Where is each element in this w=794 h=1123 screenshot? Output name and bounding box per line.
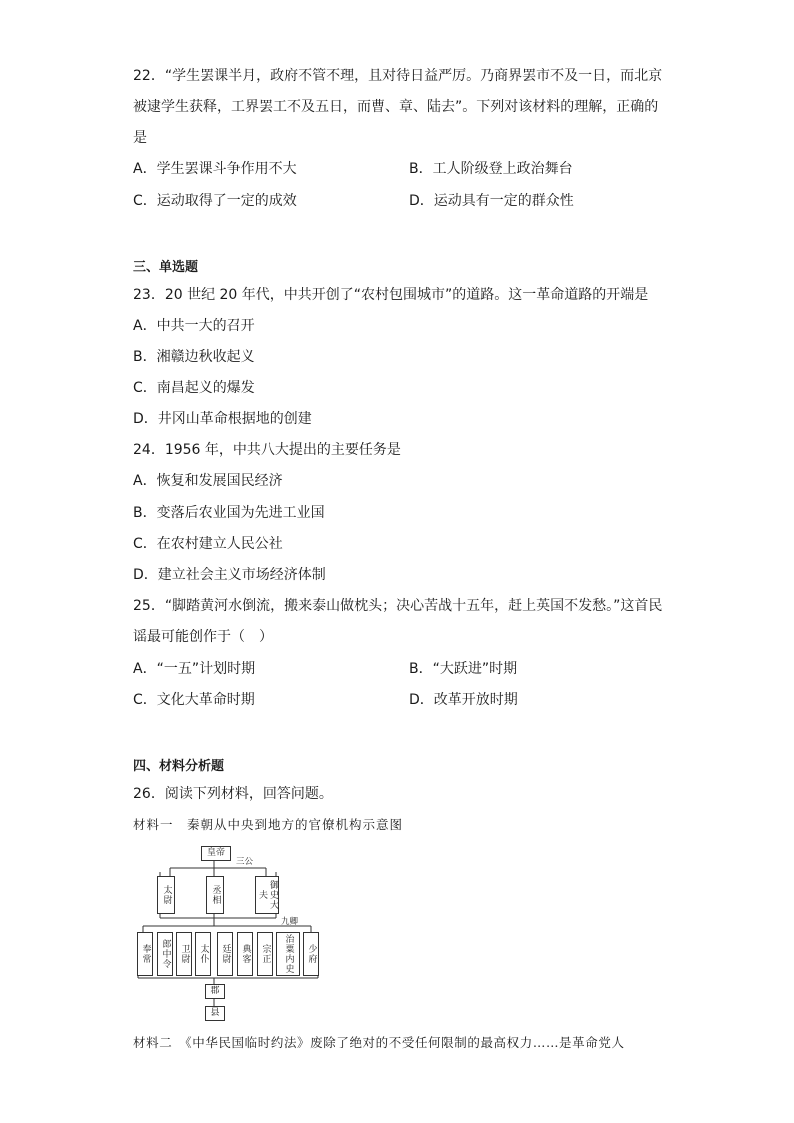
q23-option-b: B．湘赣边秋收起义 bbox=[133, 349, 255, 365]
q22-option-c: C．运动取得了一定的成效 bbox=[133, 193, 297, 209]
q22-stem-line3: 是 bbox=[133, 130, 147, 146]
q25-option-d: D．改革开放时期 bbox=[409, 692, 518, 708]
box-weiwei: 卫尉 bbox=[176, 932, 192, 976]
q25-stem-line1: 25．“脚踏黄河水倒流，搬来泰山做枕头；决心苦战十五年，赶上英国不发愁。”这首民 bbox=[133, 598, 663, 614]
q24-stem: 24．1956 年，中共八大提出的主要任务是 bbox=[133, 442, 401, 458]
q23-stem: 23．20 世纪 20 年代，中共开创了“农村包围城市”的道路。这一革命道路的开端是 bbox=[133, 287, 649, 303]
box-tingwei: 廷尉 bbox=[217, 932, 233, 976]
q23-option-c: C．南昌起义的爆发 bbox=[133, 380, 255, 396]
box-taipu: 太仆 bbox=[195, 932, 211, 976]
box-shaofu: 少府 bbox=[303, 932, 319, 976]
box-langzhongling: 郎中令 bbox=[157, 932, 173, 976]
q22-stem-line2: 被逮学生获释，工界罢工不及五日，而曹、章、陆去”。下列对该材料的理解，正确的 bbox=[133, 99, 659, 115]
box-chengxiang: 丞相 bbox=[206, 876, 224, 914]
q22-option-a: A．学生罢课斗争作用不大 bbox=[133, 161, 297, 177]
q24-option-d: D．建立社会主义市场经济体制 bbox=[133, 567, 326, 583]
box-yushidafu: 御史大夫 bbox=[255, 876, 279, 914]
qin-bureaucracy-diagram bbox=[133, 840, 323, 1030]
box-taiwei: 太尉 bbox=[157, 876, 175, 914]
q23-option-d: D．井冈山革命根据地的创建 bbox=[133, 411, 312, 427]
q25-stem-line2: 谣最可能创作于（ ） bbox=[133, 629, 273, 645]
q25-option-c: C．文化大革命时期 bbox=[133, 692, 255, 708]
q22-option-b: B．工人阶级登上政治舞台 bbox=[409, 161, 573, 177]
box-xian: 县 bbox=[205, 1006, 225, 1021]
q24-option-c: C．在农村建立人民公社 bbox=[133, 536, 283, 552]
box-emperor: 皇帝 bbox=[201, 846, 231, 861]
material2-text: 材料二 《中华民国临时约法》废除了绝对的不受任何限制的最高权力……是革命党人 bbox=[133, 1035, 625, 1050]
q26-stem: 26．阅读下列材料，回答问题。 bbox=[133, 786, 333, 802]
q25-option-a: A．“一五”计划时期 bbox=[133, 661, 256, 677]
q23-option-a: A．中共一大的召开 bbox=[133, 318, 255, 334]
q22-stem-line1: 22．“学生罢课半月，政府不管不理，且对待日益严厉。乃商界罢市不及一日，而北京 bbox=[133, 68, 663, 84]
box-fengchang: 奉常 bbox=[137, 932, 153, 976]
box-zhisuneishi: 治粟内史 bbox=[276, 932, 300, 976]
box-dianke: 典客 bbox=[237, 932, 253, 976]
section-title-material-analysis: 四、材料分析题 bbox=[133, 759, 225, 774]
material1-caption: 材料一 秦朝从中央到地方的官僚机构示意图 bbox=[133, 817, 404, 832]
label-jiuqing: 九卿 bbox=[281, 917, 299, 927]
q24-option-b: B．变落后农业国为先进工业国 bbox=[133, 505, 325, 521]
section-title-single-choice: 三、单选题 bbox=[133, 260, 199, 275]
box-jun: 郡 bbox=[205, 984, 225, 999]
q22-option-d: D．运动具有一定的群众性 bbox=[409, 193, 574, 209]
box-zongzheng: 宗正 bbox=[257, 932, 273, 976]
q24-option-a: A．恢复和发展国民经济 bbox=[133, 473, 283, 489]
label-sangong: 三公 bbox=[236, 857, 254, 867]
q25-option-b: B．“大跃进”时期 bbox=[409, 661, 518, 677]
